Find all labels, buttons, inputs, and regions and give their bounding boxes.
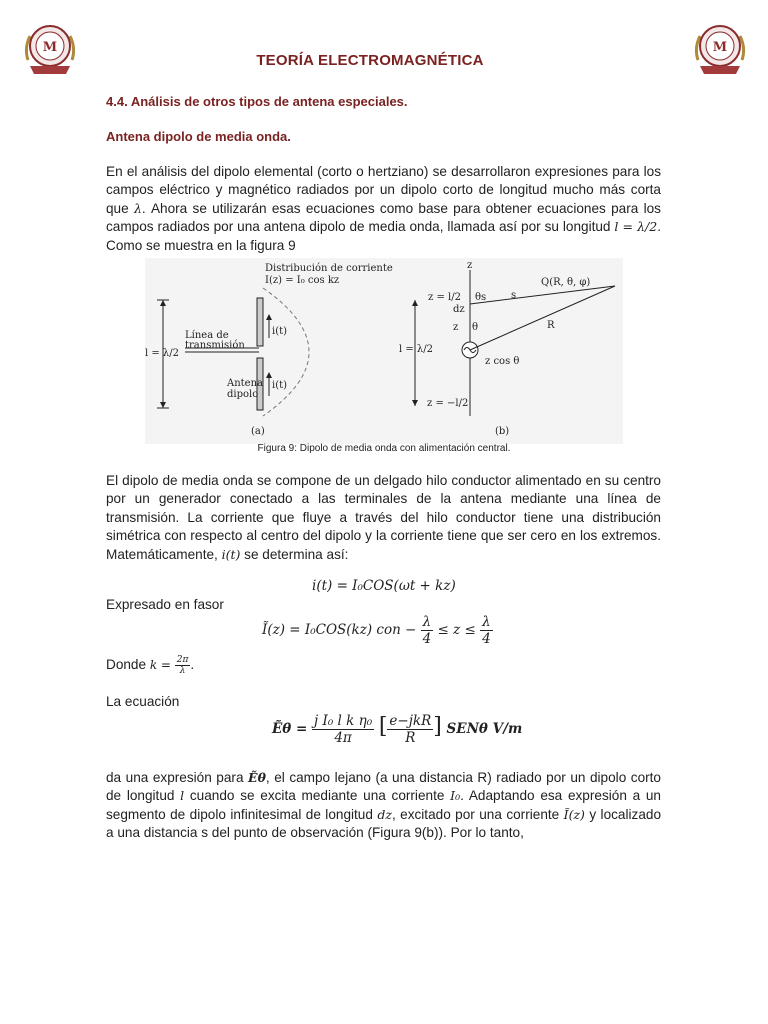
figure-caption: Figura 9: Dipolo de media onda con alimentación central. bbox=[257, 443, 511, 454]
figure-half-wave-dipole bbox=[145, 258, 623, 444]
z-top-label: z = l/2 bbox=[428, 292, 461, 303]
l-label-b: l = λ/2 bbox=[399, 344, 434, 355]
ecuacion-label: La ecuación bbox=[106, 694, 180, 709]
paragraph-intro: En el análisis del dipolo elemental (corto o hertziano) se desarrollaron expresiones para los campos eléctrico y magnético radiados por un dipolo corto de longitud mucho más corta que λ. Ahora se utilizarán esas ecuaciones como base para obtener ecuaciones para los campos radiados por una antena dipolo de media onda, llamada así por su longitud l = λ/2. Como se muestra en la figura 9 bbox=[106, 164, 661, 253]
panel-a-label: (a) bbox=[251, 426, 265, 437]
paragraph-description: El dipolo de media onda se compone de un delgado hilo conductor alimentado en su centro por un generador conectado a las terminales de la antena mediante una línea de transmisión. La corriente que fluye a través del hilo conductor tiene una distribución simétrica con respecto al centro del dipolo y la corriente tiene que ser cero en los extremos. Matemáticamente, i(t) se determina así: bbox=[106, 473, 661, 562]
svg-text:M: M bbox=[712, 40, 728, 55]
svg-text:M: M bbox=[42, 40, 58, 55]
page-title: TEORÍA ELECTROMAGNÉTICA bbox=[256, 52, 484, 69]
paragraph-conclusion: da una expresión para Ẽθ, el campo lejano (a una distancia R) radiado por un dipolo corto de longitud l cuando se excita mediante una corriente I₀. Adaptando esa expresión a un segmento de dipolo infinitesimal de longitud dz, excitado por una corriente Ĩ(z) y localizado a una distancia s del punto de observación (Figura 9(b)). Por lo tanto, bbox=[106, 770, 662, 841]
university-seal-left-icon bbox=[22, 20, 78, 80]
z-small-label: z bbox=[453, 322, 459, 333]
panel-b-label: (b) bbox=[495, 426, 510, 437]
z-axis-label: z bbox=[467, 260, 473, 271]
R-label: R bbox=[547, 320, 555, 331]
zcos-label: z cos θ bbox=[485, 356, 520, 367]
antenna-label-2: dipolo bbox=[227, 389, 259, 400]
distribution-formula: I(z) = I₀ cos kz bbox=[265, 275, 340, 286]
Q-label: Q(R, θ, φ) bbox=[541, 277, 591, 288]
figure-panel-a bbox=[145, 263, 393, 437]
dz-label: dz bbox=[453, 304, 465, 315]
figure-panel-b bbox=[399, 260, 615, 437]
current-label-bottom: i(t) bbox=[272, 380, 288, 391]
line-label-1: Línea de bbox=[185, 330, 229, 341]
z-bottom-label: z = −l/2 bbox=[427, 398, 469, 409]
equation-current-time: i(t) = I₀COS(ωt + kz) bbox=[312, 578, 456, 594]
l-label-a: l = λ/2 bbox=[145, 348, 180, 359]
fasor-label: Expresado en fasor bbox=[106, 597, 224, 612]
section-heading: 4.4. Análisis de otros tipos de antena especiales. bbox=[106, 94, 408, 109]
s-label: s bbox=[511, 290, 517, 301]
line-label-2: transmisión bbox=[185, 340, 245, 351]
donde-line: Donde k = $\frac{2\pi}{\lambda}$ . bbox=[106, 655, 195, 676]
university-seal-right-icon bbox=[692, 20, 748, 80]
theta-s-label: θs bbox=[475, 292, 487, 303]
distribution-label: Distribución de corriente bbox=[265, 263, 393, 274]
equation-current-phasor: Ĩ(z) = I₀COS(kz) con − $\frac{\lambda}{4}$ ≤ z ≤ $\frac{\lambda}{4}$ bbox=[262, 614, 491, 647]
equation-far-field: Ẽθ = $\frac{\text{j I₀ l k η₀}}{4\pi}$ [ $\frac{\text{e−jkR}}{R}$ ] SENθ V/m bbox=[272, 713, 523, 746]
current-label-top: i(t) bbox=[272, 326, 288, 337]
theta-label: θ bbox=[472, 322, 479, 333]
antenna-label-1: Antena bbox=[227, 378, 264, 389]
section-subheading: Antena dipolo de media onda. bbox=[106, 129, 291, 144]
